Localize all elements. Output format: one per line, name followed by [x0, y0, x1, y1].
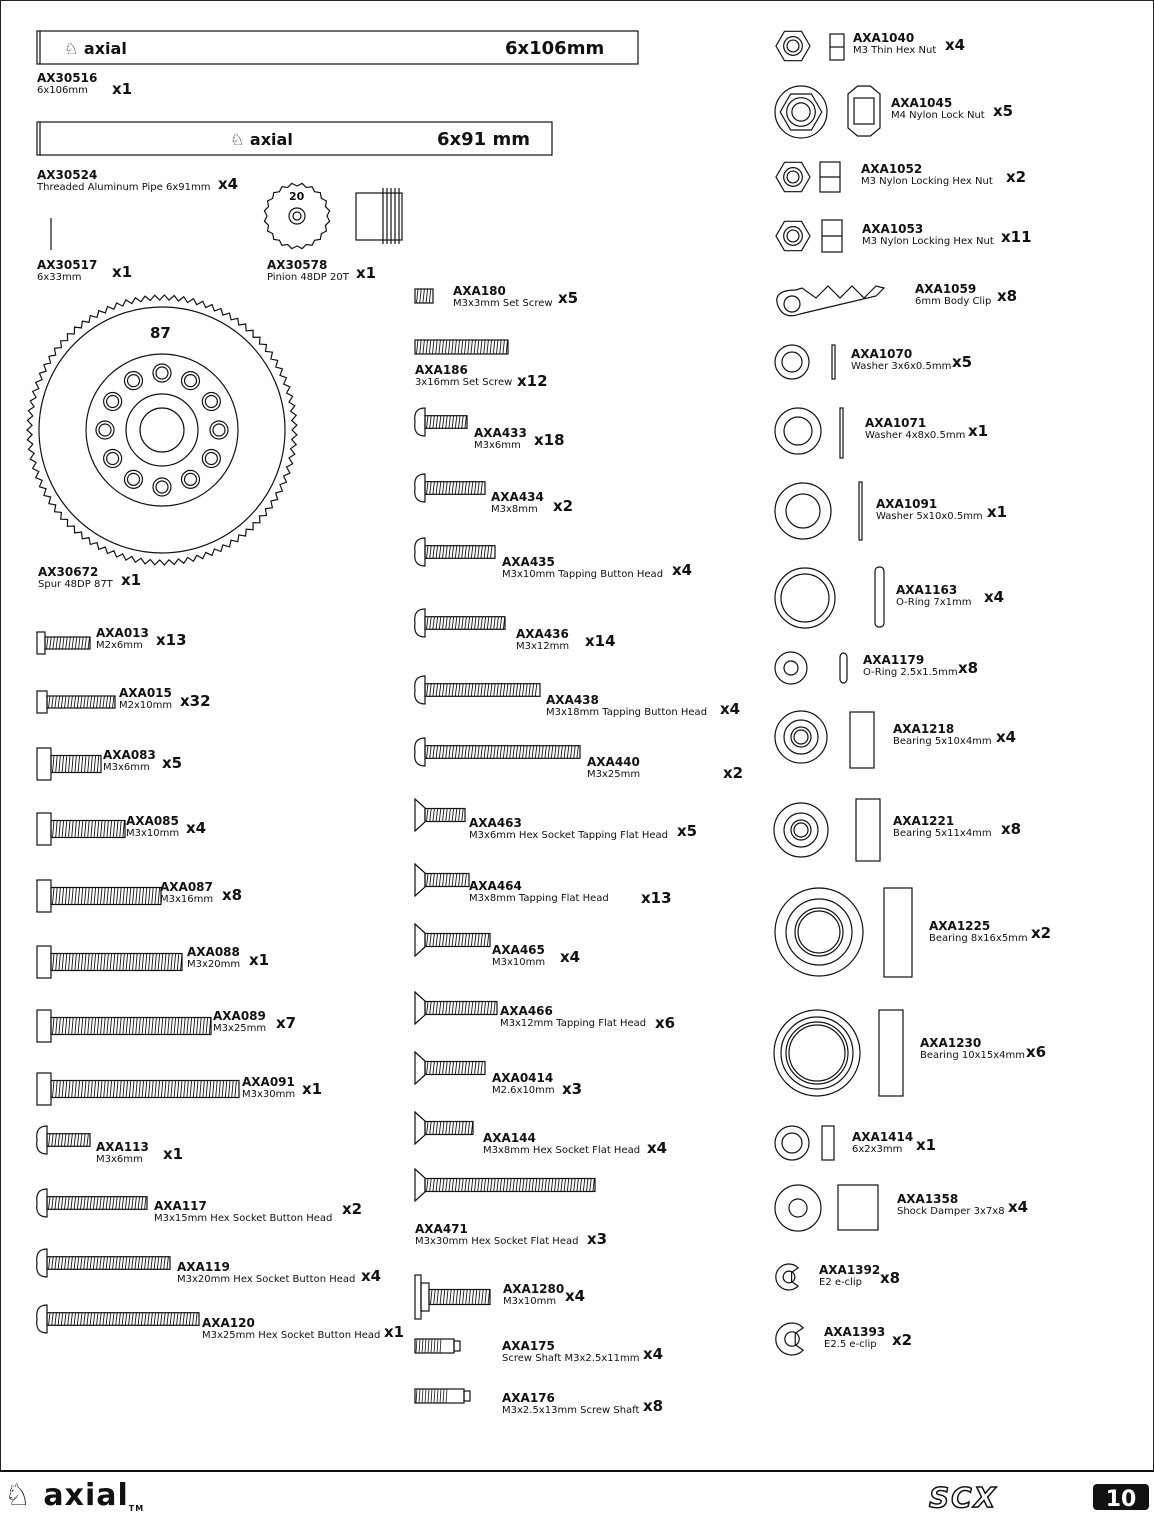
part-description: M2.6x10mm — [492, 1085, 555, 1096]
part-description: E2.5 e-clip — [824, 1339, 877, 1350]
part-description: M3 Thin Hex Nut — [853, 45, 937, 56]
part-drawing-axa1280 — [415, 1275, 490, 1319]
part-description: 6x106mm — [37, 85, 88, 96]
part-description: M3 Nylon Locking Hex Nut — [862, 236, 994, 247]
part-drawing-axa083 — [37, 748, 101, 780]
part-description: M3x8mm Tapping Flat Head — [469, 893, 609, 904]
part-number: AXA463 — [469, 816, 522, 830]
part-number: AX30578 — [267, 258, 328, 272]
part-description: Washer 4x8x0.5mm — [865, 430, 966, 441]
axial-logo-icon: ♘ — [4, 1478, 32, 1513]
part-drawing-axa088 — [37, 946, 182, 978]
part-quantity: x4 — [565, 1287, 586, 1305]
part-number: AXA1230 — [920, 1036, 982, 1050]
part-number: AXA117 — [154, 1199, 207, 1213]
part-label-axa465 — [492, 944, 545, 969]
part-label-axa471 — [415, 1223, 578, 1248]
scx10-logo — [925, 1481, 1151, 1514]
part-number: AXA434 — [491, 490, 544, 504]
part-label-axa1393 — [824, 1326, 885, 1351]
part-label-ax30516 — [37, 72, 97, 97]
part-quantity: x1 — [987, 503, 1008, 521]
part-description: Washer 5x10x0.5mm — [876, 511, 983, 522]
part-label-axa186 — [415, 364, 512, 389]
part-drawing-axa1091 — [775, 482, 862, 540]
part-drawing-axa015 — [37, 691, 115, 713]
part-quantity: x5 — [952, 353, 973, 371]
part-label-axa013 — [96, 627, 149, 652]
part-label-axa015 — [119, 687, 172, 712]
part-quantity: x2 — [892, 1331, 913, 1349]
part-description: M3x25mm Hex Socket Button Head — [202, 1330, 381, 1341]
part-label-axa438 — [546, 694, 707, 719]
part-quantity: x1 — [916, 1136, 937, 1154]
part-drawing-axa180 — [415, 289, 433, 303]
part-description: Screw Shaft M3x2.5x11mm — [502, 1353, 640, 1364]
part-label-axa1221 — [893, 815, 992, 840]
part-drawing-axa466 — [415, 992, 497, 1024]
part-number: AXA1221 — [893, 814, 955, 828]
part-quantity: x4 — [186, 819, 207, 837]
part-label-axa175 — [502, 1340, 639, 1365]
part-drawing-axa1414 — [775, 1126, 834, 1160]
part-quantity: x1 — [249, 951, 270, 969]
part-description: 3x16mm Set Screw — [415, 377, 513, 388]
part-quantity: x11 — [1001, 228, 1032, 246]
part-number: AXA1071 — [865, 416, 927, 430]
part-quantity: x1 — [163, 1145, 184, 1163]
part-drawing-axa1163 — [775, 567, 884, 628]
part-drawing-axa1358 — [775, 1185, 878, 1231]
part-label-axa120 — [202, 1317, 380, 1342]
part-description: M3x10mm — [503, 1296, 557, 1307]
part-description: Washer 3x6x0.5mm — [851, 361, 952, 372]
part-quantity: x4 — [218, 175, 239, 193]
part-label-axa1218 — [893, 723, 992, 748]
part-description: O-Ring 2.5x1.5mm — [863, 667, 958, 678]
part-label-axa1358 — [897, 1193, 1005, 1218]
part-quantity: x4 — [361, 1267, 382, 1285]
part-label-axa436 — [516, 628, 569, 653]
part-label-axa176 — [502, 1392, 639, 1417]
part-number: AXA186 — [415, 363, 468, 377]
part-quantity: x1 — [112, 80, 133, 98]
part-quantity: x4 — [672, 561, 693, 579]
part-number: AXA1179 — [863, 653, 925, 667]
part-drawing-axa440 — [415, 738, 580, 766]
tube-size: 6x91 mm — [437, 129, 530, 150]
part-drawing-ax30578 — [264, 183, 402, 248]
part-description: M3x8mm — [491, 504, 538, 515]
part-description: 6mm Body Clip — [915, 296, 992, 307]
part-label-axa464 — [469, 880, 609, 905]
part-number: AXA1059 — [915, 282, 977, 296]
part-description: E2 e-clip — [819, 1277, 863, 1288]
part-number: AXA1280 — [503, 1282, 565, 1296]
part-drawing-axa0414 — [415, 1052, 485, 1084]
part-quantity: x2 — [553, 497, 574, 515]
part-number: AX30517 — [37, 258, 98, 272]
part-description: M3x10mm — [126, 828, 180, 839]
part-drawing-axa144 — [415, 1112, 473, 1144]
part-quantity: x4 — [1008, 1198, 1029, 1216]
part-number: AXA436 — [516, 627, 569, 641]
part-drawing-axa1045 — [775, 86, 880, 138]
axial-footer-logo — [4, 1478, 144, 1513]
part-quantity: x1 — [968, 422, 989, 440]
part-number: AXA083 — [103, 748, 156, 762]
part-label-axa1071 — [865, 417, 965, 442]
part-drawing-ax30672 — [27, 295, 297, 565]
part-label-axa117 — [154, 1200, 332, 1225]
part-drawing-axa433 — [415, 408, 467, 436]
part-description: Threaded Aluminum Pipe 6x91mm — [37, 182, 211, 193]
part-description: M3x18mm Tapping Button Head — [546, 707, 708, 718]
part-drawing-axa463 — [415, 799, 465, 831]
part-drawing-axa1053 — [776, 220, 842, 252]
part-number: AXA1070 — [851, 347, 913, 361]
part-description: M3x10mm — [492, 957, 546, 968]
pinion-teeth-label: 20 — [289, 190, 305, 203]
part-quantity: x1 — [121, 571, 142, 589]
part-drawing-axa1230 — [774, 1010, 903, 1096]
part-description: M3x25mm — [587, 769, 641, 780]
part-label-axa463 — [469, 817, 668, 842]
part-quantity: x8 — [997, 287, 1018, 305]
part-number: AXA091 — [242, 1075, 295, 1089]
part-number: AX30672 — [38, 565, 99, 579]
part-label-axa085 — [126, 815, 179, 840]
part-label-ax30524 — [37, 169, 210, 194]
part-drawing-axa087 — [37, 880, 161, 912]
part-drawing-axa1071 — [775, 408, 843, 458]
part-label-axa0414 — [492, 1072, 555, 1097]
part-drawing-axa113 — [37, 1126, 90, 1154]
part-description: M3x8mm Hex Socket Flat Head — [483, 1145, 641, 1156]
part-label-axa1230 — [920, 1037, 1025, 1062]
part-quantity: x2 — [342, 1200, 363, 1218]
part-description: M3x3mm Set Screw — [453, 298, 553, 309]
part-number: AXA175 — [502, 1339, 555, 1353]
part-quantity: x5 — [677, 822, 698, 840]
part-number: AXA433 — [474, 426, 527, 440]
tube-size: 6x106mm — [505, 38, 605, 59]
part-label-ax30517 — [37, 259, 97, 284]
part-description: M3x30mm Hex Socket Flat Head — [415, 1236, 579, 1247]
part-drawing-axa120 — [37, 1305, 199, 1333]
part-quantity: x4 — [984, 588, 1005, 606]
part-drawing-axa1059 — [777, 286, 884, 316]
part-number: AXA435 — [502, 555, 555, 569]
part-description: M3x15mm Hex Socket Button Head — [154, 1213, 333, 1224]
part-quantity: x32 — [180, 692, 211, 710]
part-number: AXA1414 — [852, 1130, 914, 1144]
part-drawing-axa175 — [415, 1339, 460, 1353]
part-description: M3x25mm — [213, 1023, 267, 1034]
part-quantity: x4 — [945, 36, 966, 54]
part-label-axa119 — [177, 1261, 355, 1286]
part-quantity: x3 — [562, 1080, 583, 1098]
part-quantity: x5 — [558, 289, 579, 307]
part-drawing-axa176 — [415, 1389, 470, 1403]
part-quantity: x8 — [222, 886, 243, 904]
part-number: AXA1218 — [893, 722, 955, 736]
part-description: M3x2.5x13mm Screw Shaft — [502, 1405, 640, 1416]
part-quantity: x4 — [720, 700, 741, 718]
part-drawing-axa1040 — [776, 31, 844, 60]
part-number: AXA089 — [213, 1009, 266, 1023]
part-description: M3x6mm — [474, 440, 521, 451]
part-drawing-axa117 — [37, 1189, 147, 1217]
part-label-axa1414 — [852, 1131, 913, 1156]
part-drawing-axa435 — [415, 538, 495, 566]
spur-teeth-label: 87 — [150, 324, 171, 342]
part-number: AXA471 — [415, 1222, 468, 1236]
part-label-axa144 — [483, 1132, 640, 1157]
part-drawing-axa471 — [415, 1169, 595, 1201]
part-quantity: x7 — [276, 1014, 297, 1032]
brand-name: axial — [43, 1478, 129, 1513]
part-description: Pinion 48DP 20T — [267, 272, 349, 283]
part-label-axa1179 — [863, 654, 958, 679]
part-drawing-axa119 — [37, 1249, 170, 1277]
part-number: AXA085 — [126, 814, 179, 828]
part-quantity: x1 — [356, 264, 377, 282]
part-description: M3x10mm Tapping Button Head — [502, 569, 664, 580]
part-number: AXA1053 — [862, 222, 924, 236]
part-label-axa1091 — [876, 498, 983, 523]
part-number: AXA087 — [160, 880, 213, 894]
part-number: AXA1052 — [861, 162, 923, 176]
part-quantity: x3 — [587, 1230, 608, 1248]
part-description: Bearing 5x10x4mm — [893, 736, 992, 747]
part-label-ax30672 — [38, 566, 113, 591]
part-description: M3x6mm — [103, 762, 150, 773]
part-label-ax30578 — [267, 259, 349, 284]
part-drawing-axa1392 — [776, 1264, 798, 1290]
part-label-axa089 — [213, 1010, 266, 1035]
part-number: AXA1045 — [891, 96, 953, 110]
part-number: AXA465 — [492, 943, 545, 957]
part-quantity: x4 — [560, 948, 581, 966]
part-quantity: x4 — [996, 728, 1017, 746]
part-quantity: x5 — [162, 754, 183, 772]
part-quantity: x18 — [534, 431, 565, 449]
part-label-axa440 — [587, 756, 640, 781]
part-description: 6x33mm — [37, 272, 82, 283]
part-description: M3x16mm — [160, 894, 214, 905]
part-drawing-axa1225 — [775, 888, 912, 977]
part-number: AXA1392 — [819, 1263, 881, 1277]
part-drawing-axa1221 — [774, 799, 880, 861]
part-label-axa466 — [500, 1005, 646, 1030]
part-number: AXA180 — [453, 284, 506, 298]
part-number: AXA119 — [177, 1260, 230, 1274]
part-drawing-axa1393 — [776, 1323, 803, 1355]
part-description: Bearing 5x11x4mm — [893, 828, 992, 839]
part-drawing-axa1218 — [775, 711, 874, 768]
part-number: AXA1163 — [896, 583, 958, 597]
part-quantity: x8 — [880, 1269, 901, 1287]
part-description: Shock Damper 3x7x8 — [897, 1206, 1005, 1217]
part-description: 6x2x3mm — [852, 1144, 903, 1155]
part-label-axa433 — [474, 427, 527, 452]
part-number: AXA1358 — [897, 1192, 959, 1206]
part-number: AXA1040 — [853, 31, 915, 45]
part-label-axa1045 — [891, 97, 985, 122]
trademark: TM — [128, 1504, 145, 1513]
part-quantity: x1 — [112, 263, 133, 281]
part-number: AXA144 — [483, 1131, 536, 1145]
part-number: AXA1393 — [824, 1325, 886, 1339]
svg-text:10: 10 — [1105, 1487, 1137, 1512]
part-description: M3x6mm Hex Socket Tapping Flat Head — [469, 830, 668, 841]
part-label-axa083 — [103, 749, 156, 774]
part-label-axa1163 — [896, 584, 971, 609]
part-description: M4 Nylon Lock Nut — [891, 110, 985, 121]
svg-text:SCX: SCX — [929, 1481, 998, 1514]
part-label-axa113 — [96, 1141, 149, 1166]
part-number: AXA120 — [202, 1316, 255, 1330]
part-drawing-axa186 — [415, 340, 508, 354]
tube-logo: ♘ axial — [230, 130, 293, 149]
part-description: M3x12mm Tapping Flat Head — [500, 1018, 647, 1029]
part-number: AXA466 — [500, 1004, 553, 1018]
part-drawing-axa1070 — [775, 345, 835, 379]
part-label-axa180 — [453, 285, 553, 310]
part-quantity: x13 — [641, 889, 672, 907]
part-quantity: x14 — [585, 632, 616, 650]
part-quantity: x1 — [302, 1080, 323, 1098]
part-number: AXA464 — [469, 879, 522, 893]
part-quantity: x5 — [993, 102, 1014, 120]
part-description: M3x6mm — [96, 1154, 143, 1165]
part-label-axa088 — [187, 946, 240, 971]
part-quantity: x6 — [1026, 1043, 1047, 1061]
part-drawing-ax30524 — [37, 122, 552, 155]
part-number: AXA013 — [96, 626, 149, 640]
part-drawing-axa013 — [37, 632, 90, 654]
part-label-axa1040 — [853, 32, 936, 57]
part-label-axa435 — [502, 556, 663, 581]
part-number: AX30516 — [37, 71, 98, 85]
part-drawing-axa465 — [415, 924, 490, 956]
part-label-axa087 — [160, 881, 213, 906]
part-drawing-axa091 — [37, 1073, 239, 1105]
part-quantity: x4 — [647, 1139, 668, 1157]
part-drawing-ax30516 — [37, 31, 638, 64]
part-quantity: x4 — [643, 1345, 664, 1363]
part-description: M3 Nylon Locking Hex Nut — [861, 176, 993, 187]
part-quantity: x12 — [517, 372, 548, 390]
part-number: AX30524 — [37, 168, 98, 182]
part-description: M3x20mm — [187, 959, 241, 970]
part-quantity: x8 — [958, 659, 979, 677]
part-description: Bearing 8x16x5mm — [929, 933, 1028, 944]
part-description: M2x10mm — [119, 700, 173, 711]
part-quantity: x1 — [384, 1323, 405, 1341]
part-number: AXA113 — [96, 1140, 149, 1154]
part-quantity: x2 — [723, 764, 744, 782]
part-description: M3x12mm — [516, 641, 570, 652]
part-label-axa091 — [242, 1076, 295, 1101]
part-drawing-axa1052 — [776, 162, 840, 192]
part-label-axa1392 — [819, 1264, 880, 1289]
part-drawing-axa085 — [37, 813, 125, 845]
part-description: Bearing 10x15x4mm — [920, 1050, 1026, 1061]
part-label-axa1225 — [929, 920, 1028, 945]
part-description: M3x20mm Hex Socket Button Head — [177, 1274, 356, 1285]
part-drawing-axa434 — [415, 474, 485, 502]
part-drawing-axa438 — [415, 676, 540, 704]
part-description: O-Ring 7x1mm — [896, 597, 972, 608]
part-quantity: x6 — [655, 1014, 676, 1032]
part-label-axa1280 — [503, 1283, 564, 1308]
part-quantity: x2 — [1031, 924, 1052, 942]
part-label-axa1053 — [862, 223, 994, 248]
part-number: AXA176 — [502, 1391, 555, 1405]
part-number: AXA1225 — [929, 919, 991, 933]
part-number: AXA088 — [187, 945, 240, 959]
part-drawing-axa464 — [415, 864, 469, 896]
part-quantity: x2 — [1006, 168, 1027, 186]
part-quantity: x8 — [1001, 820, 1022, 838]
part-number: AXA015 — [119, 686, 172, 700]
part-number: AXA440 — [587, 755, 640, 769]
part-drawing-axa089 — [37, 1010, 211, 1042]
part-number: AXA438 — [546, 693, 599, 707]
part-label-axa1052 — [861, 163, 993, 188]
part-drawing-axa436 — [415, 609, 505, 637]
part-description: Spur 48DP 87T — [38, 579, 113, 590]
part-description: M2x6mm — [96, 640, 143, 651]
part-number: AXA1091 — [876, 497, 938, 511]
part-label-axa1070 — [851, 348, 951, 373]
part-quantity: x8 — [643, 1397, 664, 1415]
part-quantity: x13 — [156, 631, 187, 649]
part-label-axa1059 — [915, 283, 991, 308]
part-label-axa434 — [491, 491, 544, 516]
tube-logo: ♘ axial — [64, 39, 127, 58]
part-description: M3x30mm — [242, 1089, 296, 1100]
part-number: AXA0414 — [492, 1071, 554, 1085]
part-drawing-axa1179 — [775, 652, 847, 684]
